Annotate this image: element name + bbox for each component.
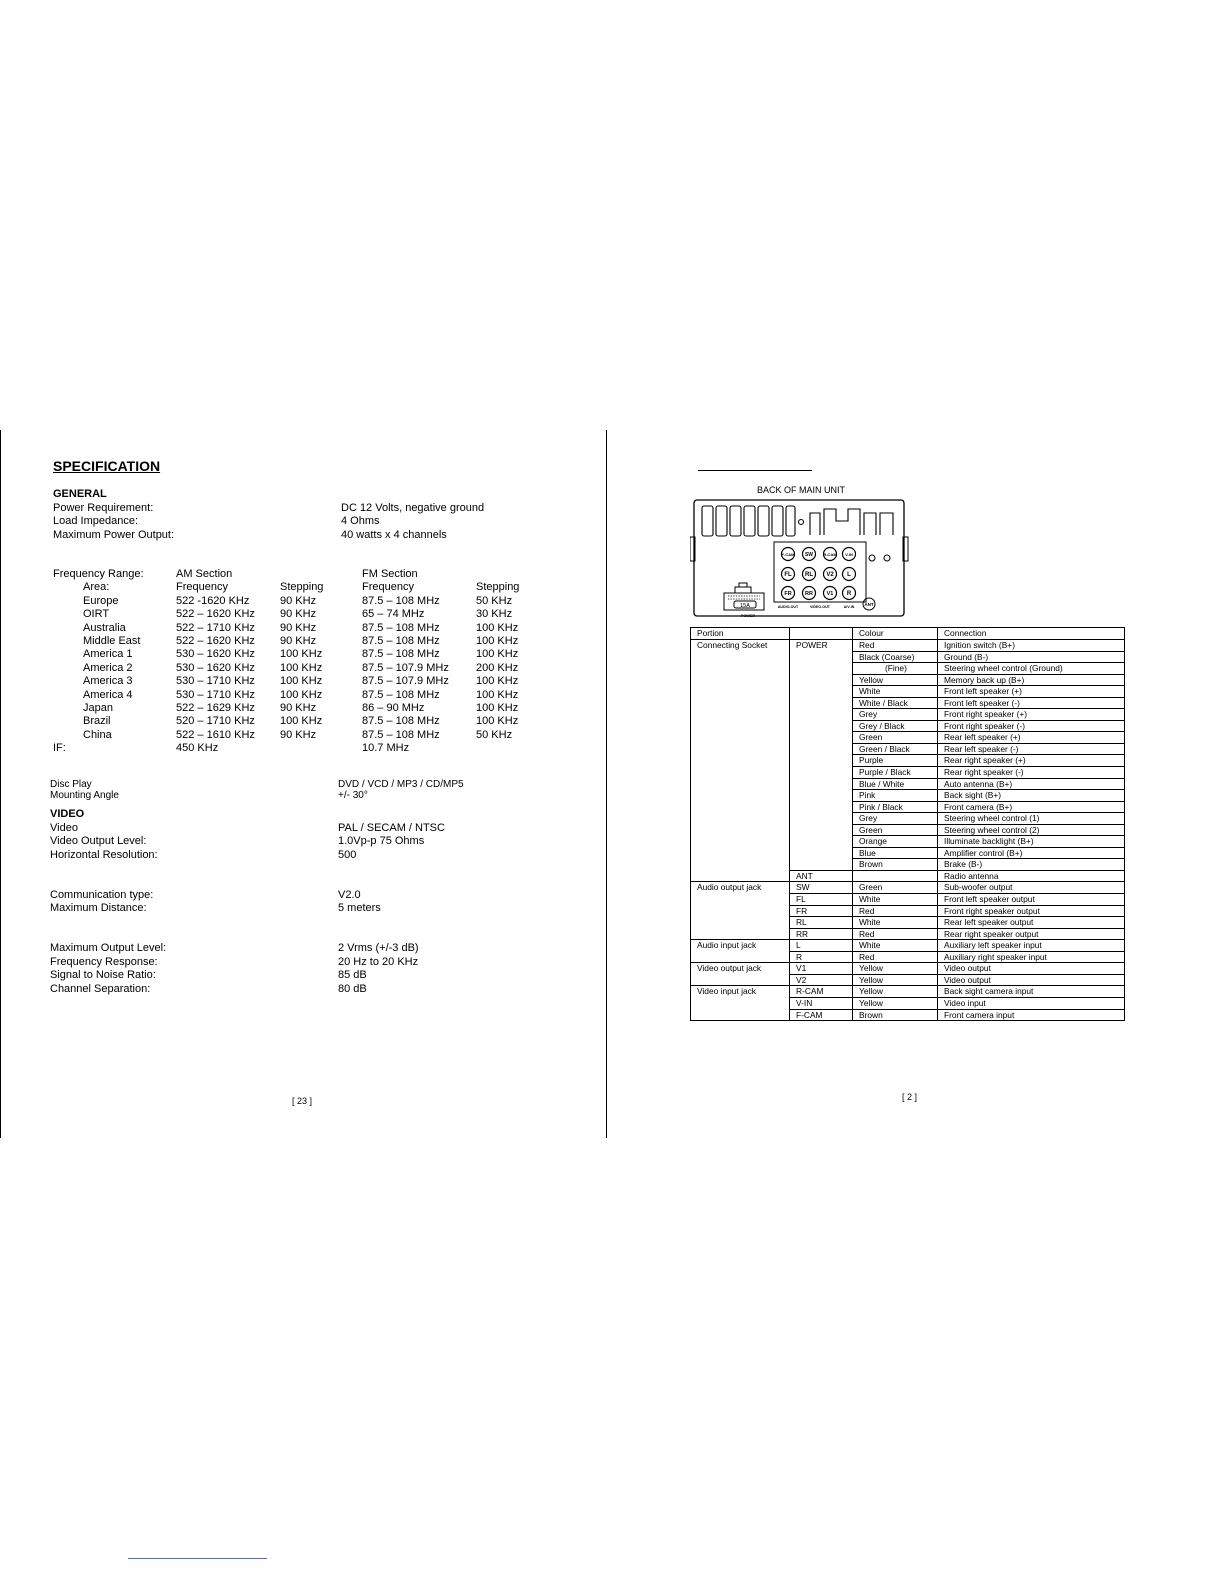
frequency-am-step: 100 KHz	[280, 648, 323, 661]
connection-cell: Auxiliary right speaker input	[938, 951, 1125, 963]
portion-cell: Audio output jack	[691, 882, 790, 940]
page-number-left: [ 23 ]	[292, 1096, 313, 1106]
am-stepping-label: Stepping	[280, 581, 324, 594]
sub-cell: ANT	[790, 870, 853, 882]
connection-cell: Front left speaker (+)	[938, 686, 1125, 698]
frequency-fm-freq: 87.5 – 107.9 MHz	[362, 661, 449, 674]
colour-cell: Red	[853, 928, 938, 940]
frequency-range-label: Frequency Range:	[53, 568, 144, 580]
colour-cell: Red	[853, 951, 938, 963]
colour-cell: Blue	[853, 847, 938, 859]
if-am-value: 450 KHz	[176, 742, 219, 755]
connection-cell: Front left speaker (-)	[938, 697, 1125, 709]
connection-cell: Back sight (B+)	[938, 790, 1125, 802]
general-value-2: 40 watts x 4 channels	[341, 529, 447, 541]
colour-cell: Orange	[853, 836, 938, 848]
colour-cell: Purple	[853, 755, 938, 767]
connection-cell: Front camera (B+)	[938, 801, 1125, 813]
ant-label: ANT	[864, 602, 874, 607]
audio-label-1: Frequency Response:	[50, 956, 158, 968]
colour-cell: Yellow	[853, 963, 938, 975]
connection-cell: Video output	[938, 974, 1125, 986]
frequency-am-step: 100 KHz	[280, 688, 323, 701]
sub-cell: FL	[790, 894, 853, 906]
colour-cell: Black (Coarse)	[853, 651, 938, 663]
header-sub	[790, 628, 853, 640]
connection-cell: Front right speaker (+)	[938, 709, 1125, 721]
frequency-am-freq: 522 – 1620 KHz	[176, 635, 255, 648]
wiring-row	[691, 882, 1125, 894]
frequency-fm-step: 50 KHz	[476, 594, 513, 607]
frequency-am-freq: 530 – 1620 KHz	[176, 661, 255, 674]
label-audio-out: AUDIO-OUT	[777, 605, 799, 609]
wiring-row	[691, 640, 1125, 652]
colour-cell: Blue / White	[853, 778, 938, 790]
general-heading: GENERAL	[53, 488, 107, 500]
frequency-area: Australia	[83, 621, 126, 634]
audio-label-3: Channel Separation:	[50, 983, 151, 995]
header-portion: Portion	[691, 628, 790, 640]
frequency-area: China	[83, 728, 112, 741]
area-label: Area:	[83, 581, 110, 594]
wiring-row	[691, 940, 1125, 952]
if-fm-value: 10.7 MHz	[362, 742, 410, 755]
frequency-am-step: 90 KHz	[280, 635, 317, 648]
sub-cell: F-CAM	[790, 1009, 853, 1021]
frequency-am-step: 90 KHz	[280, 608, 317, 621]
frequency-fm-freq: 86 – 90 MHz	[362, 702, 425, 715]
sub-cell: R	[790, 951, 853, 963]
sub-cell: RR	[790, 928, 853, 940]
sub-cell: POWER	[790, 640, 853, 871]
frequency-area: OIRT	[83, 608, 110, 621]
connection-cell: Sub-woofer output	[938, 882, 1125, 894]
connection-cell: Brake (B-)	[938, 859, 1125, 871]
general-label-2: Maximum Power Output:	[53, 529, 175, 541]
communication-label-1: Maximum Distance:	[50, 902, 147, 914]
connection-cell: Illuminate backlight (B+)	[938, 836, 1125, 848]
frequency-area: Europe	[83, 594, 119, 607]
colour-cell: (Fine)	[853, 663, 938, 675]
frequency-fm-step: 100 KHz	[476, 648, 519, 661]
video-value-2: 500	[338, 849, 357, 861]
label-video-out: VIDEO-OUT	[810, 605, 830, 609]
colour-cell: Red	[853, 905, 938, 917]
wiring-table	[690, 627, 1125, 1021]
frequency-row	[53, 635, 536, 648]
audio-label-0: Maximum Output Level:	[50, 942, 167, 954]
connection-cell: Rear left speaker output	[938, 917, 1125, 929]
connection-cell: Steering wheel control (1)	[938, 813, 1125, 825]
page-number-right: [ 2 ]	[902, 1092, 918, 1102]
colour-cell: White	[853, 917, 938, 929]
mounting-angle-label: Mounting Angle	[50, 790, 119, 801]
frequency-fm-freq: 87.5 – 107.9 MHz	[362, 675, 449, 688]
connection-cell: Rear right speaker (-)	[938, 767, 1125, 779]
frequency-am-freq: 522 – 1710 KHz	[176, 621, 255, 634]
sub-cell: R-CAM	[790, 986, 853, 998]
sub-cell: SW	[790, 882, 853, 894]
connection-cell: Steering wheel control (Ground)	[938, 663, 1125, 675]
frequency-fm-freq: 87.5 – 108 MHz	[362, 648, 440, 661]
connection-cell: Ground (B-)	[938, 651, 1125, 663]
frequency-am-freq: 522 – 1620 KHz	[176, 608, 255, 621]
general-label-0: Power Requirement:	[53, 502, 154, 514]
footer-link-line	[128, 1558, 267, 1559]
video-value-0: PAL / SECAM / NTSC	[338, 822, 445, 834]
frequency-fm-step: 100 KHz	[476, 675, 519, 688]
connection-cell: Front camera input	[938, 1009, 1125, 1021]
communication-value-0: V2.0	[338, 889, 361, 901]
frequency-am-freq: 522 – 1629 KHz	[176, 702, 255, 715]
frequency-fm-step: 100 KHz	[476, 702, 519, 715]
left-margin-line	[0, 430, 1, 1138]
frequency-am-freq: 522 – 1610 KHz	[176, 728, 255, 741]
power-label: POWER	[740, 614, 756, 618]
frequency-am-step: 90 KHz	[280, 594, 317, 607]
frequency-fm-freq: 87.5 – 108 MHz	[362, 594, 440, 607]
audio-value-2: 85 dB	[338, 969, 367, 981]
frequency-fm-step: 30 KHz	[476, 608, 513, 621]
frequency-row	[53, 622, 536, 635]
connection-cell: Auto antenna (B+)	[938, 778, 1125, 790]
sub-cell: V-IN	[790, 997, 853, 1009]
jack-sw: SW	[804, 552, 814, 558]
connection-cell: Video output	[938, 963, 1125, 975]
header-connection: Connection	[938, 628, 1125, 640]
connection-cell: Front right speaker (-)	[938, 720, 1125, 732]
colour-cell: Grey	[853, 813, 938, 825]
audio-value-1: 20 Hz to 20 KHz	[338, 956, 419, 968]
colour-cell: White / Black	[853, 697, 938, 709]
colour-cell: Purple / Black	[853, 767, 938, 779]
colour-cell: Yellow	[853, 997, 938, 1009]
frequency-am-freq: 520 – 1710 KHz	[176, 715, 255, 728]
colour-cell: White	[853, 894, 938, 906]
video-heading: VIDEO	[50, 808, 85, 820]
frequency-row	[53, 648, 536, 661]
jack-v1: V1	[826, 591, 834, 597]
colour-cell: Green	[853, 824, 938, 836]
section-title-underline	[698, 470, 812, 471]
frequency-fm-step: 100 KHz	[476, 621, 519, 634]
frequency-row	[53, 715, 536, 728]
communication-label-0: Communication type:	[50, 889, 154, 901]
portion-cell: Video output jack	[691, 963, 790, 986]
sub-cell: FR	[790, 905, 853, 917]
video-label-2: Horizontal Resolution:	[50, 849, 158, 861]
frequency-fm-freq: 87.5 – 108 MHz	[362, 728, 440, 741]
wiring-row	[691, 963, 1125, 975]
frequency-row	[53, 689, 536, 702]
sub-cell: V1	[790, 963, 853, 975]
connection-cell: Amplifier control (B+)	[938, 847, 1125, 859]
colour-cell: Grey / Black	[853, 720, 938, 732]
colour-cell: Brown	[853, 859, 938, 871]
frequency-fm-freq: 87.5 – 108 MHz	[362, 715, 440, 728]
colour-cell	[853, 870, 938, 882]
frequency-am-step: 90 KHz	[280, 621, 317, 634]
colour-cell: Pink / Black	[853, 801, 938, 813]
jack-fr: FR	[784, 591, 792, 597]
frequency-row	[53, 675, 536, 688]
connection-cell: Radio antenna	[938, 870, 1125, 882]
fuse-label: 15A	[740, 603, 750, 609]
frequency-area: America 1	[83, 648, 133, 661]
audio-value-3: 80 dB	[338, 983, 367, 995]
general-label-1: Load Impedance:	[53, 515, 139, 527]
frequency-area: America 2	[83, 661, 133, 674]
frequency-am-freq: 530 – 1620 KHz	[176, 648, 255, 661]
jack-f-cam: F-CAM	[781, 552, 795, 557]
colour-cell: Yellow	[853, 974, 938, 986]
connection-cell: Front right speaker output	[938, 905, 1125, 917]
frequency-am-step: 90 KHz	[280, 702, 317, 715]
diagram-title: BACK OF MAIN UNIT	[757, 485, 846, 495]
sub-cell: RL	[790, 917, 853, 929]
communication-value-1: 5 meters	[338, 902, 381, 914]
frequency-fm-step: 100 KHz	[476, 635, 519, 648]
frequency-fm-step: 50 KHz	[476, 728, 513, 741]
colour-cell: Yellow	[853, 986, 938, 998]
page-title: SPECIFICATION	[53, 458, 161, 474]
disc-play-label: Disc Play	[50, 779, 92, 790]
frequency-area: Middle East	[83, 635, 141, 648]
frequency-fm-freq: 87.5 – 108 MHz	[362, 621, 440, 634]
fm-stepping-label: Stepping	[476, 581, 520, 594]
frequency-am-freq: 530 – 1710 KHz	[176, 675, 255, 688]
colour-cell: White	[853, 686, 938, 698]
frequency-area: Brazil	[83, 715, 111, 728]
colour-cell: Yellow	[853, 674, 938, 686]
mounting-angle-value: +/- 30°	[338, 790, 368, 801]
connection-cell: Rear left speaker (+)	[938, 732, 1125, 744]
frequency-am-freq: 522 -1620 KHz	[176, 594, 250, 607]
connection-cell: Rear right speaker (+)	[938, 755, 1125, 767]
jack-v-in: V-IN	[845, 552, 853, 557]
sub-cell: L	[790, 940, 853, 952]
audio-label-2: Signal to Noise Ratio:	[50, 969, 156, 981]
video-value-1: 1.0Vp-p 75 Ohms	[338, 835, 425, 847]
jack-r-cam: R-CAM	[823, 552, 837, 557]
connection-cell: Steering wheel control (2)	[938, 824, 1125, 836]
colour-cell: White	[853, 940, 938, 952]
disc-play-value: DVD / VCD / MP3 / CD/MP5	[338, 779, 464, 790]
frequency-fm-step: 100 KHz	[476, 715, 519, 728]
frequency-row	[53, 608, 536, 621]
fm-frequency-label: Frequency	[362, 581, 414, 594]
portion-cell: Connecting Socket	[691, 640, 790, 882]
sub-cell: V2	[790, 974, 853, 986]
label-av-in: A/V-IN	[843, 605, 855, 609]
back-of-unit-diagram	[690, 497, 910, 621]
header-colour: Colour	[853, 628, 938, 640]
frequency-fm-step: 100 KHz	[476, 688, 519, 701]
frequency-area: Japan	[83, 702, 113, 715]
if-label: IF:	[53, 742, 66, 755]
colour-cell: Red	[853, 640, 938, 652]
am-section-label: AM Section	[176, 568, 233, 580]
frequency-table	[53, 568, 536, 756]
colour-cell: Green / Black	[853, 743, 938, 755]
colour-cell: Green	[853, 882, 938, 894]
video-label-0: Video	[50, 822, 78, 834]
connection-cell: Back sight camera input	[938, 986, 1125, 998]
frequency-am-step: 90 KHz	[280, 728, 317, 741]
connection-cell: Video input	[938, 997, 1125, 1009]
connection-cell: Auxiliary left speaker input	[938, 940, 1125, 952]
frequency-area: America 3	[83, 675, 133, 688]
connection-cell: Rear right speaker output	[938, 928, 1125, 940]
connection-cell: Rear left speaker (-)	[938, 743, 1125, 755]
frequency-fm-freq: 65 – 74 MHz	[362, 608, 425, 621]
fm-section-label: FM Section	[362, 568, 418, 580]
colour-cell: Grey	[853, 709, 938, 721]
general-value-0: DC 12 Volts, negative ground	[341, 502, 485, 514]
general-value-1: 4 Ohms	[341, 515, 380, 527]
connection-cell: Ignition switch (B+)	[938, 640, 1125, 652]
jack-fl: FL	[784, 572, 792, 578]
am-frequency-label: Frequency	[176, 581, 228, 594]
jack-v2: V2	[826, 572, 834, 578]
jack-l: L	[847, 572, 851, 578]
video-label-1: Video Output Level:	[50, 835, 147, 847]
colour-cell: Pink	[853, 790, 938, 802]
frequency-fm-freq: 87.5 – 108 MHz	[362, 688, 440, 701]
page-divider-line	[606, 430, 607, 1138]
wiring-row	[691, 986, 1125, 998]
jack-r: R	[846, 591, 852, 597]
frequency-row	[53, 729, 536, 742]
frequency-row	[53, 595, 536, 608]
connection-cell: Memory back up (B+)	[938, 674, 1125, 686]
connection-cell: Front left speaker output	[938, 894, 1125, 906]
frequency-row	[53, 702, 536, 715]
frequency-fm-step: 200 KHz	[476, 661, 519, 674]
colour-cell: Green	[853, 732, 938, 744]
portion-cell: Video input jack	[691, 986, 790, 1021]
frequency-fm-freq: 87.5 – 108 MHz	[362, 635, 440, 648]
frequency-am-step: 100 KHz	[280, 715, 323, 728]
colour-cell: Brown	[853, 1009, 938, 1021]
frequency-am-freq: 530 – 1710 KHz	[176, 688, 255, 701]
portion-cell: Audio input jack	[691, 940, 790, 963]
jack-rr: RR	[805, 591, 813, 597]
audio-value-0: 2 Vrms (+/-3 dB)	[338, 942, 419, 954]
frequency-am-step: 100 KHz	[280, 675, 323, 688]
frequency-row	[53, 662, 536, 675]
frequency-am-step: 100 KHz	[280, 661, 323, 674]
jack-rl: RL	[805, 572, 813, 578]
frequency-area: America 4	[83, 688, 133, 701]
